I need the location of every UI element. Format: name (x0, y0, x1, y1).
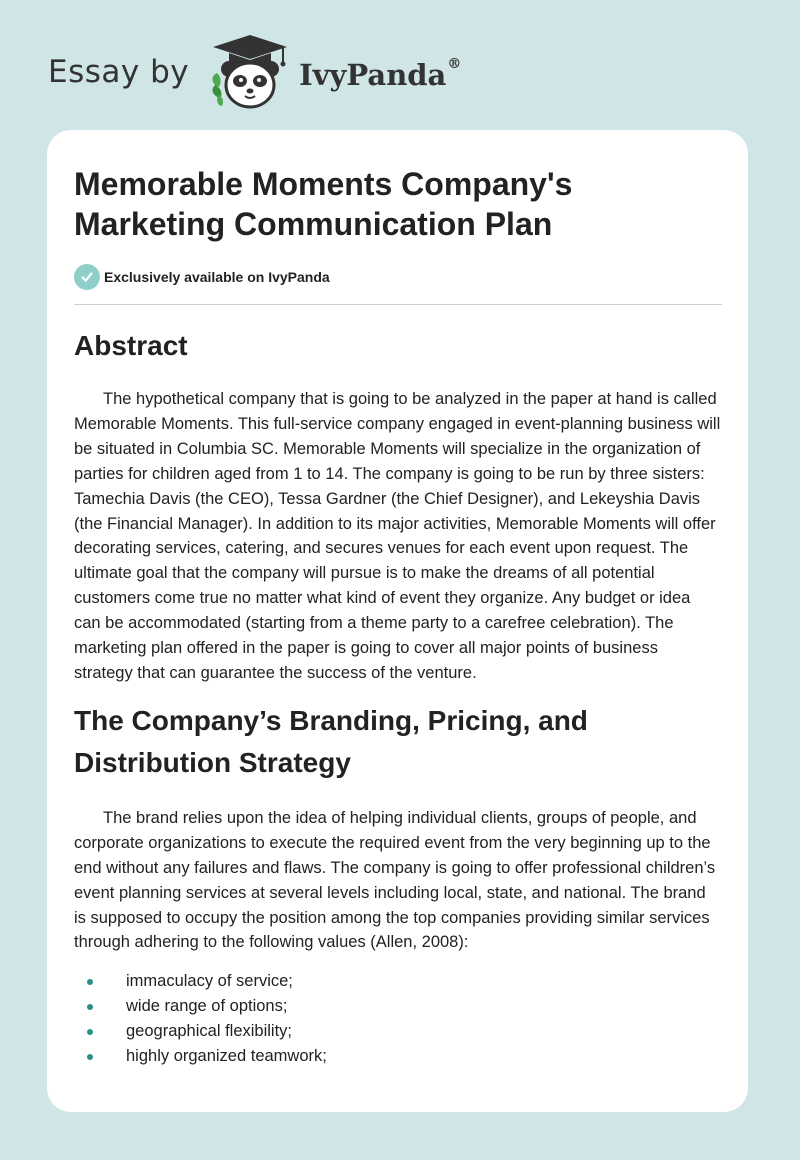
divider (74, 304, 722, 305)
bullet-dot (87, 1054, 93, 1060)
list-item (74, 994, 721, 1019)
list-item (74, 1019, 721, 1044)
list-item-text: immaculacy of service; (126, 972, 293, 991)
list-item-text: wide range of options; (126, 997, 288, 1016)
bullet-dot (87, 1029, 93, 1035)
abstract-section (74, 325, 721, 686)
essay-by-label: Essay by (48, 53, 190, 90)
list-item (74, 969, 721, 994)
branding-paragraph: The brand relies upon the idea of helping individual clients, groups of people, and corporate organizations to execute the required event from the very beginning up to the end without any failures and flaws. The company is going to offer professional children’s event planning services at several levels including local, state, and national. The brand is supposed to occupy the position among the top companies providing similar services through adhering to the following values (Allen, 2008): (74, 808, 716, 952)
list-item-text: highly organized teamwork; (126, 1047, 327, 1066)
exclusive-badge (74, 263, 721, 291)
registered-mark: ® (447, 55, 462, 72)
exclusive-label: Exclusively available on IvyPanda (104, 269, 330, 285)
list-item-text: geographical flexibility; (126, 1022, 293, 1041)
bullet-dot (87, 1004, 93, 1010)
section-heading-abstract: Abstract (74, 330, 188, 361)
bullet-dot (87, 979, 93, 985)
values-list (74, 969, 721, 1069)
section-heading-branding: The Company’s Branding, Pricing, and Distribution Strategy (74, 704, 588, 778)
panda-graduate-icon (207, 33, 293, 111)
abstract-paragraph: The hypothetical company that is going to be analyzed in the paper at hand is called Memorable Moments. This full-service company engaged in event-planning business will be situated in Columbia SC. Memorable Moments will specialize in the organization of parties for children aged from 1 to 14. The company is going to be run by three sisters: Tamechia Davis (the CEO), Tessa Gardner (the Chief Designer), and Lekeyshia Davis (the Financial Manager). In addition to its major activities, Memorable Moments will offer decorating services, catering, and secures venues for each event upon request. The ultimate goal that the company will pursue is to make the dreams of all potential customers come true no matter what kind of event they organize. Any budget or idea can be accommodated (starting from a theme party to a carefree celebration). The marketing plan offered in the paper is going to cover all major points of business strategy that can guarantee the success of the venture. (74, 390, 721, 682)
branding-section (74, 700, 721, 1069)
check-circle-icon (74, 264, 100, 290)
essay-title: Memorable Moments Company's Marketing Communication Plan (74, 166, 573, 242)
brand-name[interactable]: IvyPanda® (299, 55, 462, 92)
site-header (48, 32, 461, 112)
list-item (74, 1044, 721, 1069)
essay-card (47, 130, 748, 1112)
